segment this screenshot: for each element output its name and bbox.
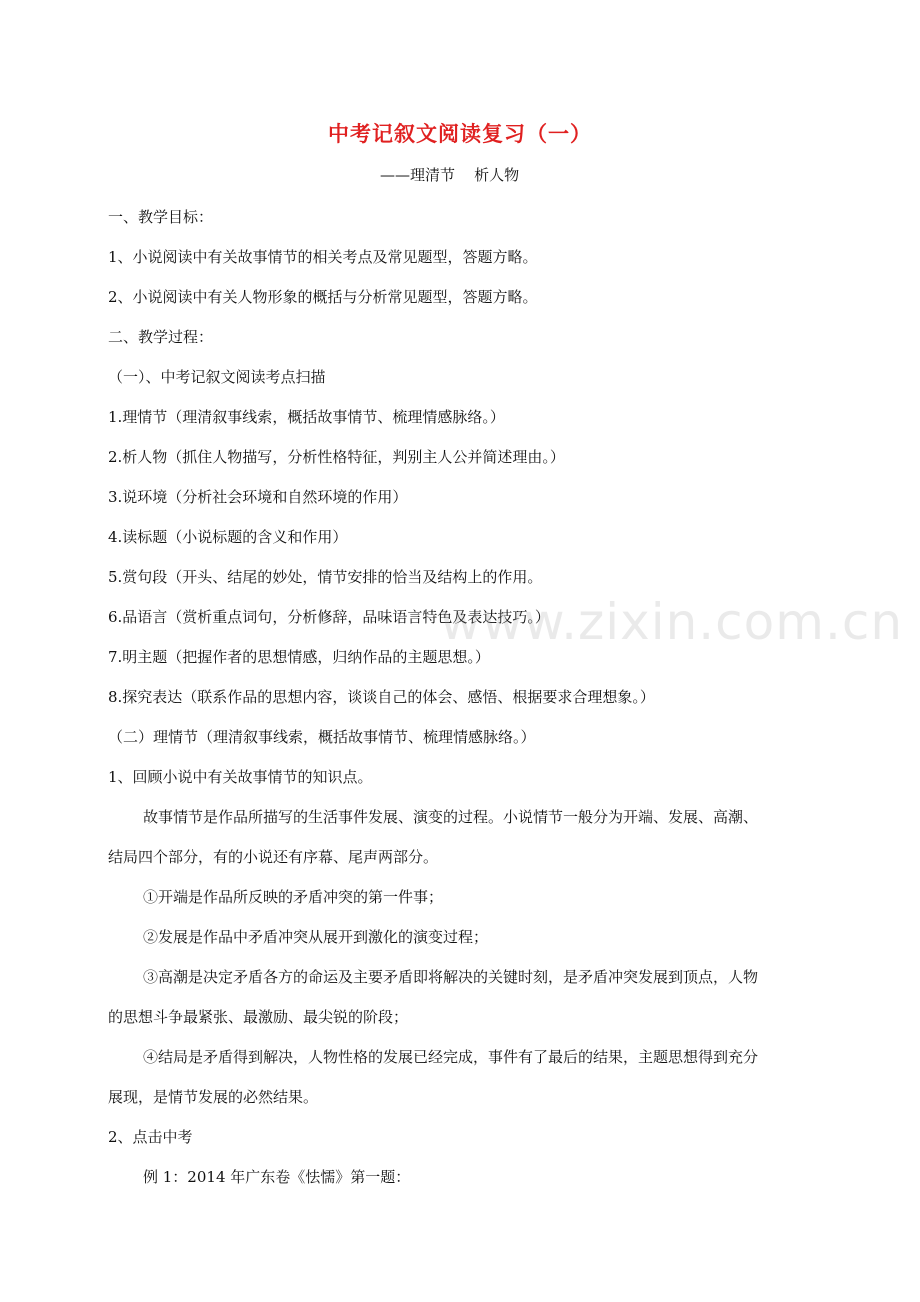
paragraph-line: ④结局是矛盾得到解决，人物性格的发展已经完成，事件有了最后的结果，主题思想得到充分 — [143, 1048, 759, 1066]
list-item: 5.赏句段（开头、结尾的妙处，情节安排的恰当及结构上的作用。 — [108, 568, 543, 586]
subsection-heading: （二）理情节（理清叙事线索，概括故事情节、梳理情感脉络。） — [108, 728, 536, 746]
section-heading: 二、教学过程： — [108, 328, 214, 346]
paragraph-line: 展现，是情节发展的必然结果。 — [108, 1088, 319, 1106]
document-subtitle: ——理清节 析人物 — [380, 166, 520, 184]
list-item: 4.读标题（小说标题的含义和作用） — [108, 528, 348, 546]
paragraph-line: 故事情节是作品所描写的生活事件发展、演变的过程。小说情节一般分为开端、发展、高潮、 — [143, 808, 759, 826]
watermark: www.zixin.com.cn — [440, 593, 904, 651]
text-line: 例 1：2014 年广东卷《怯懦》第一题： — [143, 1168, 411, 1186]
paragraph-line: ③高潮是决定矛盾各方的命运及主要矛盾即将解决的关键时刻，是矛盾冲突发展到顶点，人物 — [143, 968, 759, 986]
list-item: 8.探究表达（联系作品的思想内容，谈谈自己的体会、感悟、根据要求合理想象。） — [108, 688, 655, 706]
document-title: 中考记叙文阅读复习（一） — [328, 121, 592, 146]
paragraph-line: ①开端是作品所反映的矛盾冲突的第一件事； — [143, 888, 444, 906]
subsection-heading: （一）、中考记叙文阅读考点扫描 — [108, 368, 326, 386]
text-line: 1、小说阅读中有关故事情节的相关考点及常见题型，答题方略。 — [108, 248, 538, 266]
list-item: 3.说环境（分析社会环境和自然环境的作用） — [108, 488, 408, 506]
list-item: 1.理情节（理清叙事线索，概括故事情节、梳理情感脉络。） — [108, 408, 505, 426]
section-heading: 一、教学目标： — [108, 208, 214, 226]
list-item: 7.明主题（把握作者的思想情感，归纳作品的主题思想。） — [108, 648, 490, 666]
paragraph-line: 的思想斗争最紧张、最激励、最尖锐的阶段； — [108, 1008, 409, 1026]
text-line: 2、小说阅读中有关人物形象的概括与分析常见题型，答题方略。 — [108, 288, 538, 306]
list-item: 2.析人物（抓住人物描写，分析性格特征，判别主人公并简述理由。） — [108, 448, 565, 466]
paragraph-line: 结局四个部分，有的小说还有序幕、尾声两部分。 — [108, 848, 439, 866]
list-item: 6.品语言（赏析重点词句，分析修辞，品味语言特色及表达技巧。） — [108, 608, 550, 626]
paragraph-line: ②发展是作品中矛盾冲突从展开到激化的演变过程； — [143, 928, 489, 946]
text-line: 1、回顾小说中有关故事情节的知识点。 — [108, 768, 373, 786]
text-line: 2、点击中考 — [108, 1128, 193, 1146]
